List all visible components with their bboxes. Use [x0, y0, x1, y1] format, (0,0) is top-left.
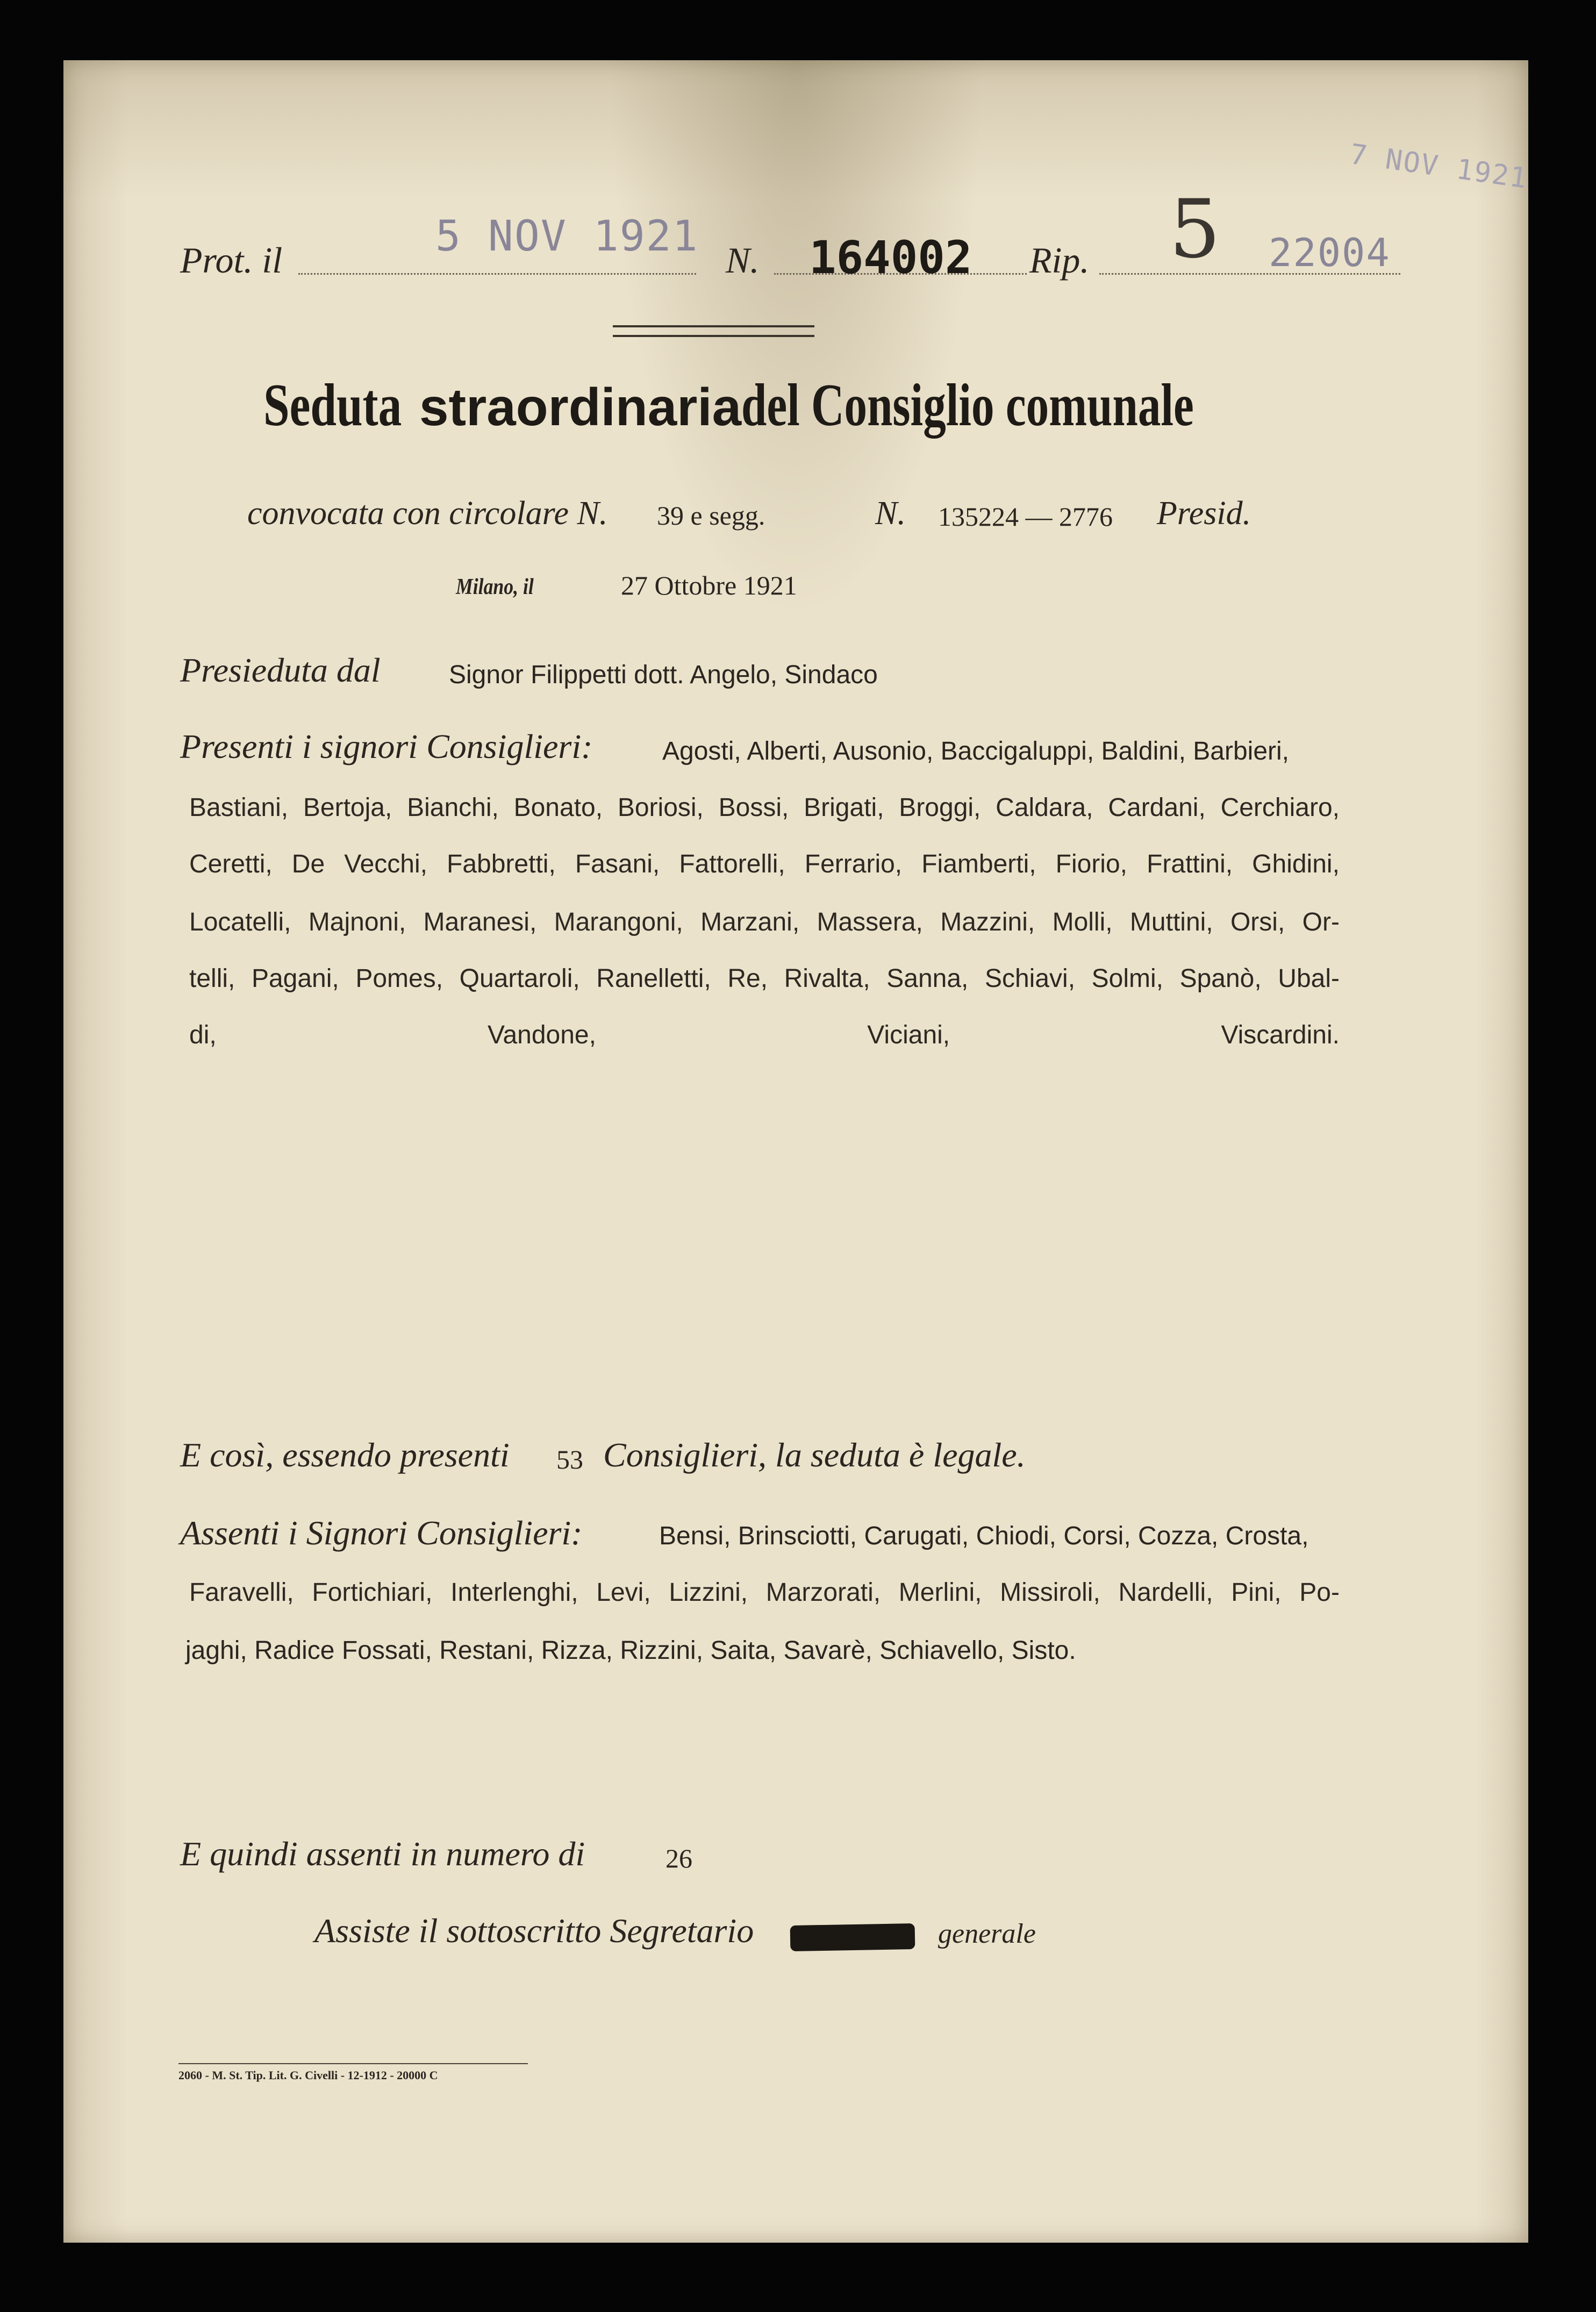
- rip-stamp-number: 22004: [1269, 230, 1391, 275]
- session-date: 27 Ottobre 1921: [621, 570, 797, 600]
- legal-suffix: Consiglieri, la seduta è legale.: [603, 1436, 1026, 1474]
- absent-first-line: Bensi, Brinsciotti, Carugati, Chiodi, Corsi, Cozza, Crosta,: [659, 1522, 1309, 1550]
- rip-label: Rip.: [1029, 240, 1090, 281]
- number-label: N.: [726, 240, 760, 281]
- secretary-label: Assiste il sottoscritto Segretario: [314, 1912, 754, 1950]
- absent-line: Faravelli, Fortichiari, Interlenghi, Levi, Lizzini, Marzorati, Merlini, Missiroli, Nardelli, Pini, Po-: [189, 1578, 1340, 1607]
- place-label: Milano, il: [456, 575, 534, 599]
- printer-imprint: 2060 - M. St. Tip. Lit. G. Civelli - 12-1912 - 20000 C: [178, 2068, 438, 2082]
- present-count: 53: [556, 1444, 583, 1474]
- legal-prefix: E così, essendo presenti: [180, 1436, 510, 1474]
- rip-handwritten-number: 5: [1169, 183, 1221, 276]
- corner-date-stamp: 7 NOV 1921: [1348, 138, 1530, 195]
- present-line: telli, Pagani, Pomes, Quartaroli, Ranelletti, Re, Rivalta, Sanna, Schiavi, Solmi, Spanò, Ubal-: [189, 964, 1340, 993]
- document-title: [263, 371, 1337, 440]
- present-line: Bastiani, Bertoja, Bianchi, Bonato, Boriosi, Bossi, Brigati, Broggi, Caldara, Cardani, Cerchiaro,: [189, 793, 1340, 822]
- redaction-mark: [790, 1923, 915, 1951]
- absent-label: Assenti i Signori Consiglieri:: [180, 1514, 583, 1552]
- present-label: Presenti i signori Consiglieri:: [180, 727, 593, 765]
- n-label: N.: [875, 495, 906, 532]
- absent-count-label: E quindi assenti in numero di: [180, 1835, 585, 1873]
- presid-label: Presid.: [1157, 495, 1251, 532]
- present-first-line: Agosti, Alberti, Ausonio, Baccigaluppi, Baldini, Barbieri,: [662, 737, 1289, 765]
- title-rule: [613, 325, 814, 337]
- title-consiglio: del Consiglio comunale: [741, 372, 1194, 439]
- protocol-number: 164002: [809, 231, 972, 284]
- prot-label: Prot. il: [180, 240, 283, 281]
- present-line: Ceretti, De Vecchi, Fabbretti, Fasani, Fattorelli, Ferrario, Fiamberti, Fiorio, Frattini, Ghidini,: [189, 850, 1340, 878]
- presided-value: Signor Filippetti dott. Angelo, Sindaco: [449, 661, 878, 689]
- title-seduta: Seduta: [263, 372, 402, 439]
- present-line: Locatelli, Majnoni, Maranesi, Marangoni, Marzani, Massera, Mazzini, Molli, Muttini, Orsi, Or-: [189, 908, 1340, 936]
- prot-dotted-line: [298, 273, 696, 275]
- present-line: di, Vandone, Viciani, Viscardini.: [189, 1021, 1340, 1049]
- secretary-title: generale: [938, 1919, 1036, 1949]
- title-straordinaria: straordinaria: [419, 377, 742, 436]
- prot-date-stamp: 5 NOV 1921: [435, 212, 699, 261]
- absent-count: 26: [665, 1843, 692, 1873]
- footer-rule: [178, 2063, 528, 2064]
- presided-label: Presieduta dal: [180, 651, 381, 689]
- convocation-label: convocata con circolare N.: [247, 495, 608, 532]
- circular-number: 39 e segg.: [657, 500, 765, 531]
- absent-line: jaghi, Radice Fossati, Restani, Rizza, Rizzini, Saita, Savarè, Schiavello, Sisto.: [185, 1636, 1076, 1665]
- registry-number: 135224 — 2776: [938, 502, 1113, 532]
